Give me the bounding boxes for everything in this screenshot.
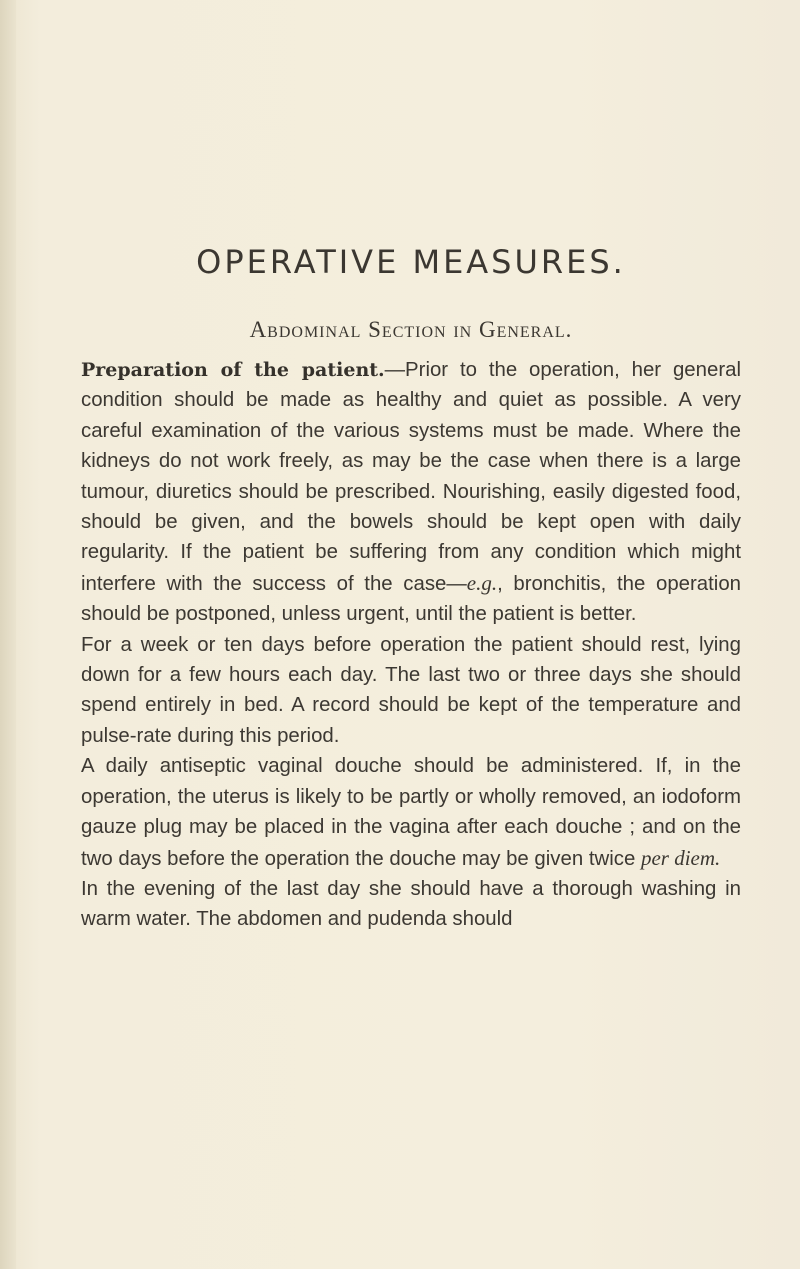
paragraph-text: —Prior to the operation, her general condition should be made as healthy and quiet as possible. A very careful examination of the various systems must be made. Where the kidneys do not work freely, as may be the case when there is a large tumour, diuretics should be prescribed. Nourishing, easily digested food, should be given, and the bowels should be kept open with daily regularity. If the patient be suffering from any condition which might interfere with the success of the case—	[81, 359, 741, 595]
paragraph-douche	[81, 751, 741, 874]
paragraph-washing	[81, 874, 741, 935]
paragraph-text: A daily antiseptic vaginal douche should be administered. If, in the operation, the uterus is likely to be partly or wholly removed, an iodoform gauze plug may be placed in the vagina after each douche ; and on the two days before the operation the douche may be given twice	[81, 755, 741, 870]
italic-abbreviation: e.g.	[466, 570, 498, 595]
paragraph-text-continued: , bronchitis, the operation should be postponed, unless urgent, until the patient is better.	[81, 572, 742, 626]
italic-phrase: per diem.	[640, 845, 721, 870]
page-content	[81, 242, 741, 935]
body-text	[81, 355, 741, 935]
section-title: Abdominal Section in General.	[249, 317, 573, 342]
paragraph-lead-heading: Preparation of the patient.	[81, 359, 385, 381]
paragraph-text: For a week or ten days before operation the patient should rest, lying down for a few hours each day. The last two or three days she should spend entirely in bed. A record should be kept of the temperature and pulse-rate during this period.	[81, 633, 741, 747]
paragraph-text: In the evening of the last day she should have a thorough washing in warm water. The abdomen and pudenda should	[81, 877, 741, 931]
chapter-title: OPERATIVE MEASURES.	[196, 243, 626, 281]
paragraph-rest	[81, 630, 741, 752]
page-binding-edge	[0, 0, 16, 1269]
paragraph-preparation	[81, 355, 741, 630]
